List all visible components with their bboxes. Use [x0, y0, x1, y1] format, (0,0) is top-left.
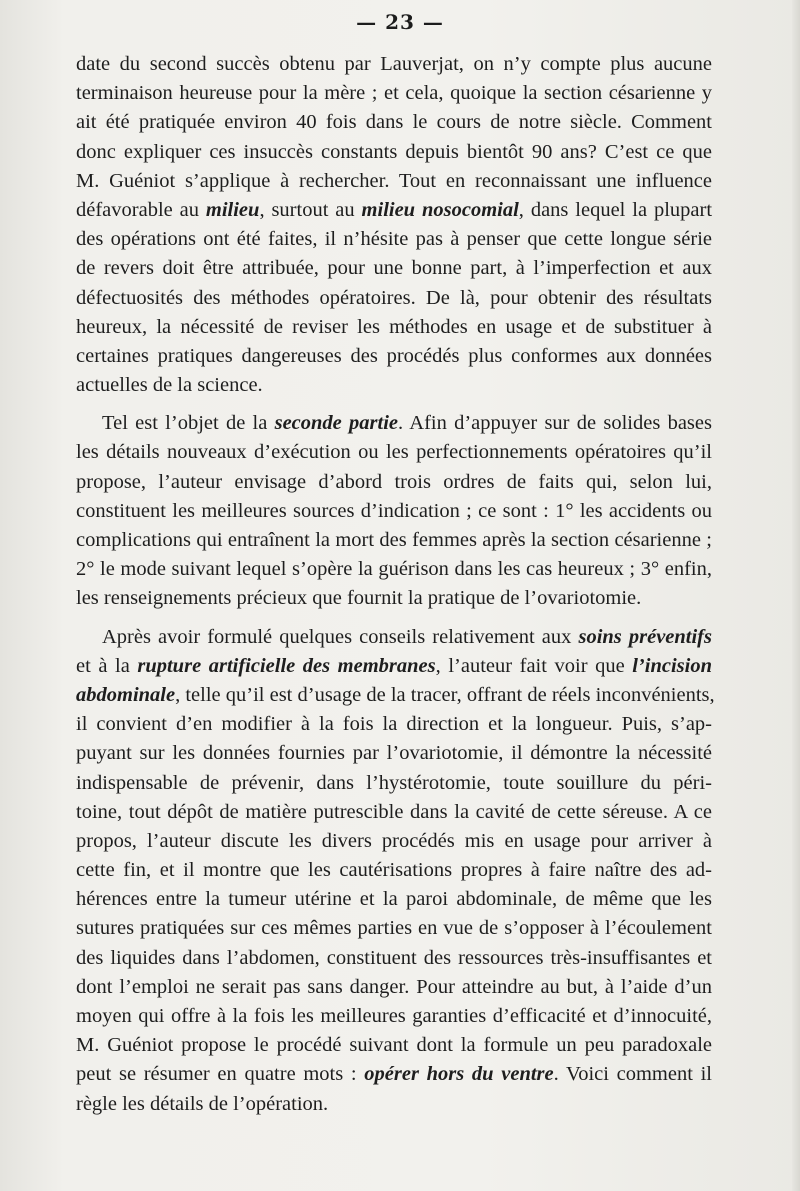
text-line: 2° le mode suivant lequel s’opère la guérison dans les cas heureux ; 3° enfin, — [76, 558, 712, 581]
paragraph-gap — [76, 614, 712, 623]
italic-emphasis: abdominale — [76, 683, 176, 706]
text-line: M. Guéniot s’applique à rechercher. Tout en reconnaissant une influence — [76, 169, 712, 192]
text-line: certaines pratiques dangereuses des procédés plus conformes aux données — [76, 344, 712, 367]
text-line: dont l’emploi ne serait pas sans danger. Pour atteindre au but, à l’aide d’un — [76, 975, 712, 998]
text-line: il convient d’en modifier à la fois la direction et la longueur. Puis, s’ap- — [76, 713, 712, 736]
italic-emphasis: soins préventifs — [578, 625, 712, 648]
paragraph-gap — [76, 400, 712, 409]
paragraph — [76, 409, 712, 613]
text-line: complications qui entraînent la mort des femmes après la section césarienne ; — [76, 529, 712, 551]
text-line: règle les détails de l’opération. — [76, 1092, 329, 1115]
text-line: heureux, la nécessité de reviser les méthodes en usage et de substituer à — [76, 315, 712, 338]
italic-emphasis: milieu — [205, 198, 260, 221]
text-line: propos, l’auteur discute les divers procédés mis en usage pour arriver à — [76, 829, 712, 852]
italic-emphasis: rupture artificielle des membranes — [137, 654, 436, 677]
text-line: sutures pratiquées sur ces mêmes parties en vue de s’opposer à l’écoulement — [76, 917, 712, 940]
paragraph — [76, 623, 715, 1119]
text-line: constituent les meilleures sources d’indication ; ce sont : 1° les accidents ou — [76, 499, 712, 522]
italic-emphasis: l’incision — [632, 654, 712, 677]
italic-emphasis: opérer hors du ventre — [364, 1063, 554, 1086]
text-line: puyant sur les données fournies par l’ovariotomie, il démontre la nécessité — [76, 742, 712, 765]
text-line: abdominale, telle qu’il est d’usage de la tracer, offrant de réels inconvénients, — [76, 683, 715, 706]
text-line: de revers doit être attribuée, pour une bonne part, à l’imperfection et aux — [76, 257, 712, 280]
text-line: terminaison heureuse pour la mère ; et cela, quoique la section césarienne y — [76, 82, 712, 105]
text-line: défavorable au milieu, surtout au milieu nosocomial, dans lequel la plupart — [76, 198, 713, 221]
text-line: et à la rupture artificielle des membranes, l’auteur fait voir que l’incision — [76, 654, 712, 677]
body-text — [76, 50, 715, 1119]
page-edge — [792, 0, 800, 1191]
text-line: propose, l’auteur envisage d’abord trois ordres de faits qui, selon lui, — [76, 470, 712, 493]
text-line: date du second succès obtenu par Lauverjat, on n’y compte plus aucune — [76, 53, 712, 75]
text-line: des opérations ont été faites, il n’hésite pas à penser que cette longue série — [76, 228, 712, 251]
text-line: M. Guéniot propose le procédé suivant dont la formule un peu paradoxale — [76, 1034, 712, 1057]
paragraph — [76, 50, 712, 400]
text-line: Tel est l’objet de la seconde partie. Afin d’appuyer sur de solides bases — [102, 412, 712, 435]
text-line: défectuosités des méthodes opératoires. De là, pour obtenir des résultats — [76, 286, 712, 309]
text-line: ait été pratiquée environ 40 fois dans le cours de notre siècle. Comment — [76, 111, 712, 134]
text-line: indispensable de prévenir, dans l’hystérotomie, toute souillure du péri- — [76, 771, 712, 794]
text-line: moyen qui offre à la fois les meilleures garanties d’efficacité et d’innocuité, — [76, 1005, 712, 1027]
italic-emphasis: milieu nosocomial — [361, 198, 519, 221]
italic-emphasis: seconde partie — [274, 412, 399, 435]
text-line: peut se résumer en quatre mots : opérer hors du ventre. Voici comment il — [76, 1063, 712, 1086]
text-line: actuelles de la science. — [76, 374, 263, 397]
text-line: toine, tout dépôt de matière putrescible dans la cavité de cette séreuse. A ce — [76, 800, 712, 823]
text-line: les renseignements précieux que fournit la pratique de l’ovariotomie. — [76, 587, 642, 610]
text-line: les détails nouveaux d’exécution ou les perfectionnements opératoires qu’il — [76, 441, 712, 464]
text-line: Après avoir formulé quelques conseils relativement aux soins préventifs — [102, 625, 712, 648]
text-line: des liquides dans l’abdomen, constituent des ressources très-insuffisantes et — [76, 946, 712, 969]
text-line: hérences entre la tumeur utérine et la paroi abdominale, de même que les — [76, 888, 712, 911]
text-line: cette fin, et il montre que les cautérisations propres à faire naître des ad- — [76, 859, 712, 882]
page-number: — 23 — — [356, 10, 444, 34]
text-line: donc expliquer ces insuccès constants depuis bientôt 90 ans? C’est ce que — [76, 140, 712, 163]
